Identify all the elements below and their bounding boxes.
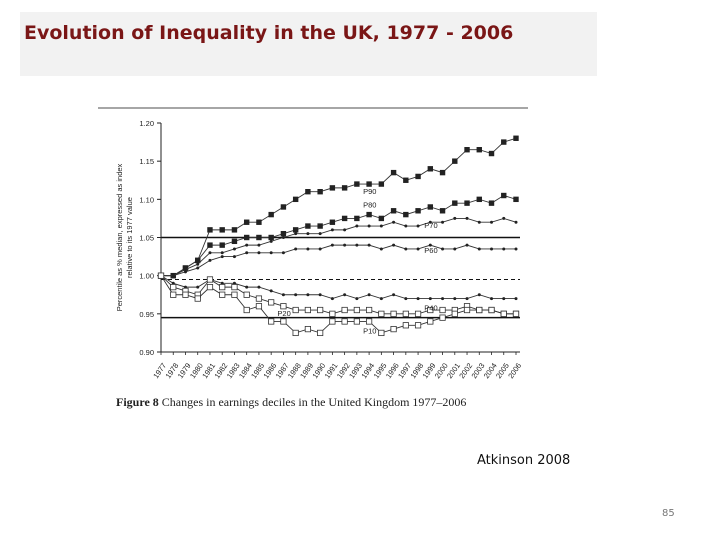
point-p10: [489, 307, 494, 312]
point-p10: [477, 307, 482, 312]
point-p70: [208, 251, 211, 254]
point-p60: [319, 247, 322, 250]
point-p70: [404, 225, 407, 228]
point-p20: [366, 307, 371, 312]
point-p20: [403, 311, 408, 316]
x-tick-label: 2005: [494, 361, 511, 381]
x-tick-label: 2003: [469, 361, 487, 381]
y-axis-label-line2: relative to its 1977 value: [125, 197, 134, 278]
figure-caption: [116, 395, 466, 410]
series-line-p60: [161, 245, 516, 276]
point-p10: [379, 330, 384, 335]
point-p20: [207, 277, 212, 282]
point-p60: [502, 247, 505, 250]
x-tick-label: 1993: [347, 361, 365, 381]
point-p20: [232, 284, 237, 289]
point-p70: [294, 232, 297, 235]
point-p90: [293, 197, 298, 202]
point-p40: [502, 297, 505, 300]
point-p20: [220, 284, 225, 289]
point-p70: [270, 240, 273, 243]
point-p80: [220, 242, 225, 247]
series-label-p10: P10: [363, 326, 377, 336]
point-p10: [391, 326, 396, 331]
point-p70: [490, 221, 493, 224]
point-p80: [317, 223, 322, 228]
point-p60: [490, 247, 493, 250]
point-p90: [428, 166, 433, 171]
point-p60: [368, 244, 371, 247]
y-tick-label: 1.00: [139, 271, 154, 281]
point-p90: [354, 181, 359, 186]
point-p70: [417, 225, 420, 228]
x-tick-label: 1992: [334, 361, 352, 381]
point-p80: [440, 208, 445, 213]
point-p70: [368, 225, 371, 228]
y-tick-label: 0.90: [139, 348, 154, 357]
point-p90: [391, 170, 396, 175]
point-p70: [453, 217, 456, 220]
x-tick-label: 1995: [371, 361, 389, 381]
chart-series-labels: [277, 187, 437, 335]
point-p10: [366, 319, 371, 324]
point-p10: [195, 296, 200, 301]
series-line-p20: [161, 276, 516, 314]
point-p10: [354, 319, 359, 324]
y-axis-label-line1: Percentile as % median, expressed as index: [115, 163, 124, 312]
point-p10: [158, 273, 163, 278]
point-p90: [244, 220, 249, 225]
citation: Atkinson 2008: [477, 453, 571, 468]
point-p80: [354, 216, 359, 221]
point-p90: [415, 174, 420, 179]
point-p60: [172, 274, 175, 277]
y-tick-label: 0.95: [139, 309, 154, 319]
point-p70: [466, 217, 469, 220]
series-line-p90: [161, 138, 516, 275]
y-tick-label: 1.10: [139, 195, 154, 205]
point-p80: [464, 200, 469, 205]
point-p40: [466, 297, 469, 300]
point-p70: [245, 244, 248, 247]
point-p70: [441, 221, 444, 224]
point-p70: [380, 225, 383, 228]
point-p80: [207, 242, 212, 247]
x-tick-label: 1986: [261, 361, 279, 381]
point-p90: [281, 204, 286, 209]
point-p10: [440, 315, 445, 320]
point-p80: [501, 193, 506, 198]
point-p70: [196, 263, 199, 266]
series-label-p20: P20: [277, 309, 291, 319]
point-p80: [513, 197, 518, 202]
point-p40: [306, 293, 309, 296]
point-p40: [490, 297, 493, 300]
point-p60: [380, 247, 383, 250]
point-p20: [415, 311, 420, 316]
x-tick-label: 1999: [420, 361, 438, 381]
point-p20: [268, 300, 273, 305]
x-tick-label: 2004: [481, 361, 499, 381]
point-p10: [464, 307, 469, 312]
earnings-deciles-chart: [96, 105, 536, 395]
y-tick-label: 1.15: [139, 157, 154, 167]
x-tick-label: 2001: [445, 361, 463, 381]
point-p10: [220, 292, 225, 297]
point-p40: [355, 297, 358, 300]
point-p60: [417, 247, 420, 250]
point-p70: [478, 221, 481, 224]
series-line-p70: [161, 218, 516, 275]
point-p70: [355, 225, 358, 228]
point-p10: [281, 319, 286, 324]
point-p80: [256, 235, 261, 240]
x-tick-label: 2006: [506, 361, 524, 381]
x-tick-label: 1994: [359, 361, 377, 381]
point-p80: [330, 220, 335, 225]
point-p40: [417, 297, 420, 300]
point-p90: [268, 212, 273, 217]
point-p80: [391, 208, 396, 213]
point-p60: [294, 247, 297, 250]
point-p80: [281, 231, 286, 236]
point-p60: [196, 267, 199, 270]
point-p90: [464, 147, 469, 152]
point-p70: [306, 232, 309, 235]
point-p10: [256, 304, 261, 309]
point-p80: [477, 197, 482, 202]
point-p10: [403, 323, 408, 328]
point-p60: [453, 247, 456, 250]
x-tick-label: 1978: [163, 361, 181, 381]
point-p10: [513, 311, 518, 316]
point-p80: [366, 212, 371, 217]
series-label-p60: P60: [424, 246, 438, 256]
point-p20: [281, 304, 286, 309]
point-p80: [379, 216, 384, 221]
point-p10: [293, 330, 298, 335]
point-p80: [489, 200, 494, 205]
series-label-p40: P40: [424, 303, 438, 313]
chart-series: [158, 136, 518, 336]
point-p10: [428, 319, 433, 324]
point-p90: [232, 227, 237, 232]
point-p20: [391, 311, 396, 316]
point-p10: [317, 330, 322, 335]
point-p40: [294, 293, 297, 296]
point-p10: [232, 292, 237, 297]
point-p70: [319, 232, 322, 235]
point-p70: [331, 228, 334, 231]
point-p10: [183, 292, 188, 297]
point-p20: [354, 307, 359, 312]
point-p60: [208, 259, 211, 262]
point-p60: [466, 244, 469, 247]
point-p40: [478, 293, 481, 296]
point-p70: [282, 236, 285, 239]
page-number: 85: [662, 508, 675, 519]
point-p40: [319, 293, 322, 296]
point-p40: [331, 297, 334, 300]
point-p90: [330, 185, 335, 190]
point-p60: [245, 251, 248, 254]
series-label-p80: P80: [363, 200, 377, 210]
x-tick-label: 1998: [408, 361, 426, 381]
figure-caption-text: Changes in earnings deciles in the United Kingdom 1977–2006: [161, 395, 467, 409]
x-tick-label: 1985: [249, 361, 267, 381]
point-p80: [305, 223, 310, 228]
point-p10: [244, 307, 249, 312]
point-p60: [355, 244, 358, 247]
point-p40: [270, 289, 273, 292]
point-p40: [515, 297, 518, 300]
point-p40: [441, 297, 444, 300]
point-p90: [452, 158, 457, 163]
point-p70: [233, 247, 236, 250]
point-p90: [317, 189, 322, 194]
point-p20: [379, 311, 384, 316]
point-p40: [368, 293, 371, 296]
point-p70: [392, 221, 395, 224]
y-tick-label: 1.20: [139, 119, 154, 128]
point-p60: [343, 244, 346, 247]
point-p70: [515, 221, 518, 224]
point-p20: [440, 307, 445, 312]
x-tick-label: 1977: [151, 361, 169, 381]
point-p70: [502, 217, 505, 220]
point-p40: [196, 286, 199, 289]
point-p60: [331, 244, 334, 247]
point-p60: [282, 251, 285, 254]
y-tick-label: 1.05: [139, 233, 154, 243]
figure-caption-label: Figure 8: [116, 395, 159, 409]
point-p60: [306, 247, 309, 250]
x-tick-label: 1987: [273, 361, 291, 381]
point-p90: [403, 178, 408, 183]
point-p90: [256, 220, 261, 225]
point-p90: [477, 147, 482, 152]
point-p90: [379, 181, 384, 186]
x-tick-label: 1980: [187, 361, 205, 381]
point-p90: [366, 181, 371, 186]
point-p20: [256, 296, 261, 301]
point-p10: [268, 319, 273, 324]
series-label-p70: P70: [424, 221, 438, 231]
point-p10: [501, 311, 506, 316]
point-p40: [257, 286, 260, 289]
point-p60: [257, 251, 260, 254]
point-p20: [171, 284, 176, 289]
point-p10: [207, 284, 212, 289]
point-p20: [244, 292, 249, 297]
point-p90: [513, 136, 518, 141]
point-p90: [305, 189, 310, 194]
point-p80: [232, 239, 237, 244]
point-p10: [305, 326, 310, 331]
x-tick-label: 1983: [224, 361, 242, 381]
point-p60: [233, 255, 236, 258]
point-p80: [342, 216, 347, 221]
point-p70: [221, 251, 224, 254]
point-p60: [515, 247, 518, 250]
x-tick-label: 2000: [432, 361, 450, 381]
x-tick-label: 1981: [200, 361, 218, 381]
title-band: [20, 12, 597, 76]
point-p10: [171, 292, 176, 297]
series-label-p90: P90: [363, 187, 377, 197]
point-p20: [342, 307, 347, 312]
point-p40: [453, 297, 456, 300]
x-tick-label: 2002: [457, 361, 475, 381]
series-line-p80: [161, 196, 516, 276]
point-p70: [343, 228, 346, 231]
point-p60: [478, 247, 481, 250]
x-tick-label: 1982: [212, 361, 230, 381]
point-p80: [403, 212, 408, 217]
point-p10: [452, 311, 457, 316]
point-p80: [452, 200, 457, 205]
point-p90: [489, 151, 494, 156]
point-p80: [415, 208, 420, 213]
slide-title: Evolution of Inequality in the UK, 1977 - 2006: [24, 22, 514, 44]
x-tick-label: 1996: [383, 361, 401, 381]
point-p40: [404, 297, 407, 300]
point-p90: [220, 227, 225, 232]
x-tick-label: 1997: [396, 361, 414, 381]
point-p40: [282, 293, 285, 296]
point-p80: [244, 235, 249, 240]
point-p40: [380, 297, 383, 300]
point-p90: [207, 227, 212, 232]
point-p60: [221, 255, 224, 258]
point-p90: [501, 139, 506, 144]
point-p90: [342, 185, 347, 190]
point-p60: [404, 247, 407, 250]
point-p80: [293, 227, 298, 232]
point-p60: [270, 251, 273, 254]
point-p60: [441, 247, 444, 250]
x-tick-label: 1990: [310, 361, 328, 381]
point-p60: [392, 244, 395, 247]
point-p80: [268, 235, 273, 240]
point-p90: [440, 170, 445, 175]
point-p70: [257, 244, 260, 247]
point-p80: [428, 204, 433, 209]
x-tick-label: 1984: [236, 361, 254, 381]
point-p20: [317, 307, 322, 312]
x-tick-label: 1988: [285, 361, 303, 381]
point-p40: [429, 297, 432, 300]
point-p40: [343, 293, 346, 296]
point-p20: [330, 311, 335, 316]
x-tick-label: 1979: [175, 361, 193, 381]
point-p10: [342, 319, 347, 324]
x-tick-label: 1991: [322, 361, 340, 381]
series-line-p10: [161, 276, 516, 336]
x-tick-label: 1989: [298, 361, 316, 381]
point-p40: [392, 293, 395, 296]
point-p10: [330, 319, 335, 324]
point-p20: [305, 307, 310, 312]
point-p10: [415, 323, 420, 328]
point-p20: [293, 307, 298, 312]
point-p60: [184, 270, 187, 273]
point-p40: [245, 286, 248, 289]
